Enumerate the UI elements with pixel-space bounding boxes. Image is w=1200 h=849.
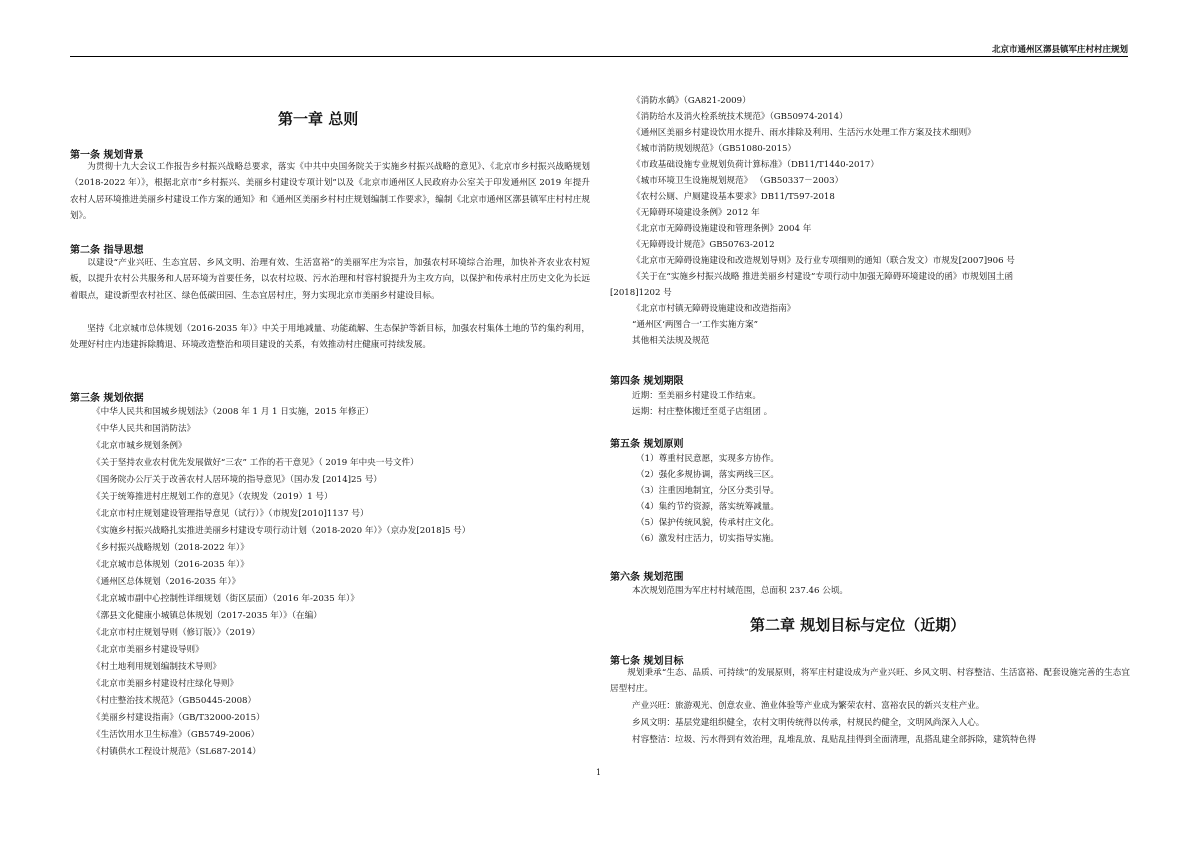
article-5-title: 第五条 规划原则 <box>610 439 684 450</box>
list-item: 《生活饮用水卫生标准》（GB5749-2006） <box>92 730 260 740</box>
header-title: 北京市通州区漷县镇军庄村村庄规划 <box>991 45 1128 55</box>
header-rule <box>70 56 1128 57</box>
list-item-continuation: [2018]1202 号 <box>610 288 672 298</box>
list-item: 《无障碍设计规范》GB50763-2012 <box>632 240 775 250</box>
list-item: 《北京市美丽乡村建设村庄绿化导则》 <box>92 679 239 689</box>
article-4-title: 第四条 规划期限 <box>610 376 684 387</box>
list-item: 《美丽乡村建设指南》（GB/T32000-2015） <box>92 713 265 723</box>
list-item: “通州区‘两图合一’工作实施方案” <box>632 320 758 330</box>
list-item: 《村庄整治技术规范》（GB50445-2008） <box>92 696 257 706</box>
list-item: 《国务院办公厅关于改善农村人居环境的指导意见》（国办发 [2014]25 号） <box>92 475 382 485</box>
article-7-title: 第七条 规划目标 <box>610 656 684 667</box>
list-item: 《北京市城乡规划条例》 <box>92 441 187 451</box>
article-7-para-3: 乡风文明：基层党建组织健全，农村文明传统得以传承，村规民约健全，文明风尚深入人心。 <box>632 718 985 728</box>
list-item: 《中华人民共和国城乡规划法》（2008 年 1 月 1 日实施，2015 年修正） <box>92 407 374 417</box>
list-item: 其他相关法规及规范 <box>632 336 710 346</box>
list-item: 《城市消防规划规范》（GB51080-2015） <box>632 144 797 154</box>
list-item: 《通州区总体规划（2016-2035 年）》 <box>92 577 241 587</box>
principle-item: （4）集约节约资源，落实统筹减量。 <box>636 502 779 512</box>
list-item: 《乡村振兴战略规划（2018-2022 年）》 <box>92 543 249 553</box>
principle-item: （5）保护传统风貌，传承村庄文化。 <box>636 518 779 528</box>
list-item: 《北京市村庄规划建设管理指导意见（试行）》（市规发[2010]1137 号） <box>92 509 369 519</box>
article-2-title: 第二条 指导思想 <box>70 245 144 256</box>
chapter-1-title: 第一章 总则 <box>278 110 359 128</box>
article-6-title: 第六条 规划范围 <box>610 572 684 583</box>
list-item: 《北京市无障碍设施建设和改造规划导则》及行业专项细则的通知（联合发文）市规发[2007]906 号 <box>632 256 1015 266</box>
article-7-para-1: 规划秉承“生态、品质、可持续”的发展原则，将军庄村建设成为产业兴旺、乡风文明、村容整洁、生活富裕、配套设施完善的生态宜居型村庄。 <box>610 668 1130 695</box>
list-item: 《无障碍环境建设条例》2012 年 <box>632 208 760 218</box>
article-7-para-4: 村容整洁：垃圾、污水得到有效治理，乱堆乱放、乱贴乱挂得到全面清理，乱搭乱建全部拆除，建筑特色得 <box>632 735 1036 745</box>
list-item: 《北京城市总体规划（2016-2035 年）》 <box>92 560 249 570</box>
list-item: 《城市环境卫生设施规划规范》 （GB50337－2003） <box>632 176 844 186</box>
list-item: 《消防水鹤》（GA821-2009） <box>632 96 751 106</box>
article-2-para-2: 坚持《北京城市总体规划（2016-2035 年）》中关于用地减量、功能疏解、生态保护等新目标，加强农村集体土地的节约集约利用，处理好村庄内违建拆除腾退、环境改造整治和项目建设的关系，有效推动村庄健康可持续发展。 <box>70 324 590 351</box>
list-item: 《通州区美丽乡村建设饮用水提升、雨水排除及利用、生活污水处理工作方案及技术细则》 <box>632 128 976 138</box>
article-1-title: 第一条 规划背景 <box>70 150 144 161</box>
principle-item: （1）尊重村民意愿，实现多方协作。 <box>636 454 779 464</box>
list-item: 《北京市无障碍设施建设和管理条例》2004 年 <box>632 224 812 234</box>
list-item: 《关于在“实施乡村振兴战略 推进美丽乡村建设”专项行动中加强无障碍环境建设的函》市规划国土函 <box>632 272 1014 282</box>
list-item: 《关于统筹推进村庄规划工作的意见》（农规发（2019）1 号） <box>92 492 333 502</box>
list-item: 《村土地利用规划编制技术导则》 <box>92 662 221 672</box>
principle-item: （6）激发村庄活力，切实指导实施。 <box>636 534 779 544</box>
article-1-text: 为贯彻十九大会议工作报告乡村振兴战略总要求，落实《中共中央国务院关于实施乡村振兴战略的意见》、《北京市乡村振兴战略规划（2018-2022 年）》，根据北京市“乡村振兴、美丽乡村建设专项计划”以及《北京市通州区人民政府办公室关于印发通州区 2019 年提升农村人居环境推进美丽乡村建设工作方案的通知》和《通州区美丽乡村村庄规划编制工作要求》，编制《北京市通州区漷县镇军庄村村庄规划》。 <box>70 162 590 221</box>
article-3-title: 第三条 规划依据 <box>70 393 144 404</box>
list-item: 《消防给水及消火栓系统技术规范》（GB50974-2014） <box>632 112 848 122</box>
list-item: 《北京城市副中心控制性详细规划（街区层面）（2016 年-2035 年）》 <box>92 594 359 604</box>
list-item: 《关于坚持农业农村优先发展做好“三农” 工作的若干意见》（ 2019 年中央一号文件） <box>92 458 419 468</box>
list-item: 《实施乡村振兴战略扎实推进美丽乡村建设专项行动计划（2018-2020 年）》（京办发[2018]5 号） <box>92 526 471 536</box>
article-4-line: 远期：村庄整体搬迁至觅子店组团 。 <box>632 407 773 417</box>
chapter-2-title: 第二章 规划目标与定位（近期） <box>750 616 966 634</box>
list-item: 《农村公厕、户厕建设基本要求》DB11/T597-2018 <box>632 192 835 202</box>
article-7-para-2: 产业兴旺：旅游观光、创意农业、渔业体验等产业成为繁荣农村、富裕农民的新兴支柱产业。 <box>632 701 985 711</box>
list-item: 《漷县文化健康小城镇总体规划（2017-2035 年）》（在编） <box>92 611 322 621</box>
article-4-line: 近期：至美丽乡村建设工作结束。 <box>632 391 761 401</box>
list-item: 《市政基础设施专业规划负荷计算标准》（DB11/T1440-2017） <box>632 160 879 170</box>
list-item: 《北京市村庄规划导则（修订版）》（2019） <box>92 628 260 638</box>
list-item: 《中华人民共和国消防法》 <box>92 424 196 434</box>
list-item: 《北京市村镇无障碍设施建设和改造指南》 <box>632 304 796 314</box>
list-item: 《北京市美丽乡村建设导则》 <box>92 645 204 655</box>
principle-item: （2）强化多规协调，落实两线三区。 <box>636 470 779 480</box>
principle-item: （3）注重因地制宜，分区分类引导。 <box>636 486 779 496</box>
page-number: 1 <box>596 768 602 777</box>
list-item: 《村镇供水工程设计规范》（SL687-2014） <box>92 747 261 757</box>
article-2-para-1: 以建设“产业兴旺、生态宜居、乡风文明、治理有效、生活富裕”的美丽军庄为宗旨，加强农村环境综合治理，加快补齐农业农村短板，以提升农村公共服务和人居环境为首要任务，以农村垃圾、污水治理和村容村貌提升为主攻方向，以保护和传承村庄历史文化为长远着眼点，建设新型农村社区、绿色低碳田园、生态宜居村庄，努力实现北京市美丽乡村建设目标。 <box>70 258 590 301</box>
article-6-text: 本次规划范围为军庄村村域范围，总面积 237.46 公顷。 <box>632 586 849 596</box>
